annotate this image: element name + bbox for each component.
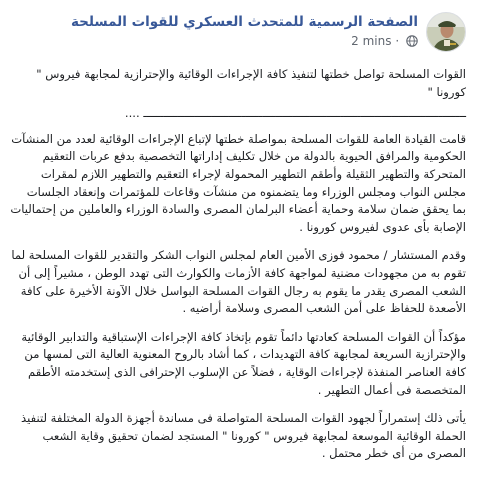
post-paragraph: يأتى ذلك إستمراراً لجهود القوات المسلحة المتواصلة فى مساندة أجهزة الدولة المختلفة لتنفيذ الحملة الوقائية الموسعة لمجابهة فيروس " كورونا " المستجد لضمان تحقيق وقاية الشعب المصرى من أى خطر محتمل .	[21, 411, 466, 461]
post-paragraph: قامت القيادة العامة للقوات المسلحة بمواصلة خطتها لإتباع الإجراءات الوقائية لعدد من المنشآت الحكومية والمرافق الحيوية بالدولة من خلال تكليف إداراتها التخصصية بدفع عربات التعقيم المتحركة والتطهير الثقيلة وأطقم التطهير المحمولة لإجراء التعقيم والتطهير اللازم لمقرات مجلس النواب ومجلس الوزراء وما يتضمنوه من منشآت وقاعات للمؤتمرات وإنعقاد الجلسات بما يحقق ضمان سلامة وحماية أعضاء البرلمان المصرى والسادة الوزراء والعاملين من إحتماليات الإصابة بأى عدوى لفيروس كورونا .	[10, 131, 466, 234]
post-header	[10, 6, 466, 58]
post-headline: القوات المسلحة تواصل خطتها لتنفيذ كافة الإجراءات الوقائية والإحترازية لمجابهة فيروس " كورونا "	[36, 67, 466, 99]
military-officer-avatar-icon	[427, 13, 466, 52]
globe-icon[interactable]	[406, 35, 418, 51]
post-meta	[10, 33, 418, 51]
post-paragraph: مؤكداً أن القوات المسلحة كعادتها دائماً تقوم بإتخاذ كافة الإجراءات الإستباقية والتدابير الوقائية والإحترازية السريعة لمجابهة كافة التهديدات ، كما أشاد بالروح المعنوية العالية التى لمسها من كافة العناصر المنفذة لإجراءات الوقاية ، فضلاً عن الإسلوب الإحترافى الذى إستخدمته الأطقم المتخصصة فى أعمال التطهير .	[21, 329, 466, 397]
meta-separator: ·	[395, 34, 400, 48]
page-avatar[interactable]	[426, 12, 466, 52]
post-time[interactable]: 2 mins	[351, 34, 392, 48]
post-paragraph: وقدم المستشار / محمود فوزى الأمين العام لمجلس النواب الشكر والتقدير للقوات المسلحة لما تقوم به من مجهودات مضنية لمواجهة كافة الأزمات والكوارث التى تهدد الوطن ، مشيراً إلى أن الشعب المصرى يقدر ما يقوم به رجال القوات المسلحة البواسل خلال الآونة الأخيرة على كافة الأصعدة للحفاظ على أمن الشعب المصرى وسلامة أراضيه .	[11, 248, 466, 316]
post-divider-dots: ـــــــــــــــــــــــــــــــــــــــــــــــــــــــــــــــــــــــــــــــــــــــــــــــ ....	[124, 106, 466, 121]
page-name-link[interactable]: الصفحة الرسمية للمتحدث العسكري للقوات المسلحة	[70, 14, 418, 30]
post-body	[10, 66, 466, 463]
